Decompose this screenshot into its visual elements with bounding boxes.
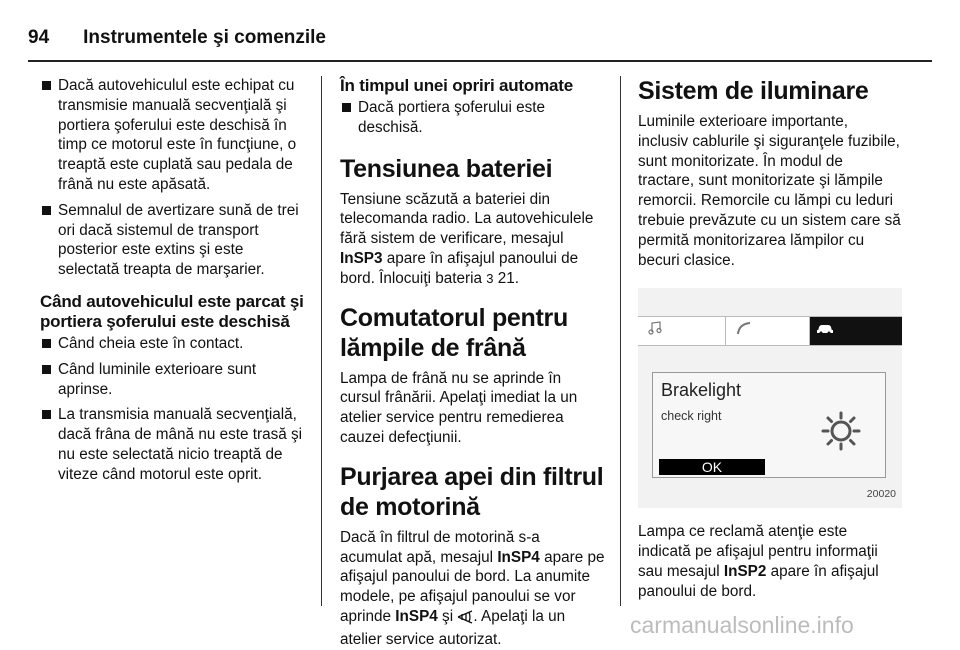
bullet-icon <box>342 103 351 112</box>
column-1 <box>40 76 308 491</box>
section-title-lighting: Sistem de iluminare <box>638 77 869 105</box>
filter-warning-icon <box>457 610 473 630</box>
brake-text: Lampa de frână nu se aprinde în cursul frânării. Apelaţi imediat la un atelier service pentru remedierea cauzei defecţiunii. <box>340 369 578 446</box>
section-heading: Când autovehiculul este parcat şi portiera şoferului este deschisă <box>40 291 304 331</box>
bullet-icon <box>42 81 51 90</box>
tab-phone <box>726 317 810 345</box>
bullet-icon <box>42 365 51 374</box>
page-header <box>28 18 932 58</box>
column-divider-1 <box>321 76 322 606</box>
warning-dialog <box>652 372 886 478</box>
list-item: Când cheia este în contact. <box>40 334 308 354</box>
code-insp3: InSP3 <box>340 249 383 267</box>
music-note-icon <box>648 321 662 341</box>
column-2 <box>340 76 606 650</box>
after-figure-text: Lampa ce reclamă atenţie este indicată pe afişajul pentru informaţii sau mesajul InSP2 apare în afişajul panoului de bord. <box>638 523 879 600</box>
bulb-icon <box>821 411 861 457</box>
phone-icon <box>736 321 752 341</box>
figure-code: 20020 <box>866 487 896 500</box>
list-item: Când luminile exterioare sunt aprinse. <box>40 360 308 400</box>
watermark: carmanualsonline.info <box>630 612 854 638</box>
page-reference-arrow-icon: 3 <box>486 270 494 286</box>
bullet-icon <box>42 339 51 348</box>
dialog-subtitle: check right <box>661 409 722 424</box>
lighting-text: Luminile exterioare importante, inclusiv cablurile şi siguranţele fuzibile, sunt monitorizate. În modul de tractare, sunt monitorizate şi lămpile remorcii. Remorcile cu lămpi cu leduri trebuie prevăzute cu un sistem care să permită monitorizarea lămpilor cu becuri clasice. <box>638 113 901 269</box>
list-item: Dacă autovehiculul este echipat cu transmisie manuală secvenţială şi portiera şoferului este deschisă în timp ce motorul este în funcţiune, o treaptă este cuplată sau pedala de frână nu este apăsată. <box>40 76 308 195</box>
water-text: Dacă în filtrul de motorină s-a acumulat apă, mesajul InSP4 apare pe afişajul panoului de bord. La anumite modele, pe afişajul panoului se vor aprinde InSP4 şi . Apelaţi la un atelier service autorizat. <box>340 528 605 648</box>
bullet-icon <box>42 206 51 215</box>
section-title-battery: Tensiunea bateriei <box>340 154 553 183</box>
tab-audio <box>638 317 726 345</box>
battery-text: Tensiune scăzută a bateriei din telecomanda radio. La autovehiculele fără sistem de verificare, mesajul InSP3 apare în afişajul panoului de bord. Înlocuiţi bateria 3 21. <box>340 190 594 287</box>
column-3 <box>638 76 902 602</box>
list-item: Dacă portiera şoferului este deschisă. <box>340 98 606 138</box>
dialog-title: Brakelight <box>661 380 742 401</box>
list-item: La transmisia manuală secvenţială, dacă frâna de mână nu este trasă şi nu este selectată nicio treaptă de viteze când motorul este oprit. <box>40 405 308 484</box>
ok-button: OK <box>659 459 765 475</box>
bullet-icon <box>42 410 51 419</box>
code-insp2: InSP2 <box>723 562 767 580</box>
section-title-brake-switch: Comutatorul pentru lămpile de frână <box>340 303 568 362</box>
header-rule <box>28 60 932 62</box>
car-icon <box>816 321 834 341</box>
code-insp4: InSP4 <box>395 607 438 625</box>
section-heading: În timpul unei opriri automate <box>340 76 573 95</box>
page-number: 94 <box>28 27 50 48</box>
tab-vehicle <box>810 317 902 345</box>
section-title-water-drain: Purjarea apei din filtrul de motorină <box>340 462 604 521</box>
list-item: Semnalul de avertizare sună de trei ori dacă sistemul de transport posterior este extins şi este selectată treapta de marşarier. <box>40 201 308 280</box>
column-divider-2 <box>620 76 621 606</box>
code-insp4: InSP4 <box>497 548 540 566</box>
display-illustration <box>638 288 902 508</box>
chapter-title: Instrumentele şi comenzile <box>83 27 326 48</box>
display-tab-bar <box>638 316 902 346</box>
